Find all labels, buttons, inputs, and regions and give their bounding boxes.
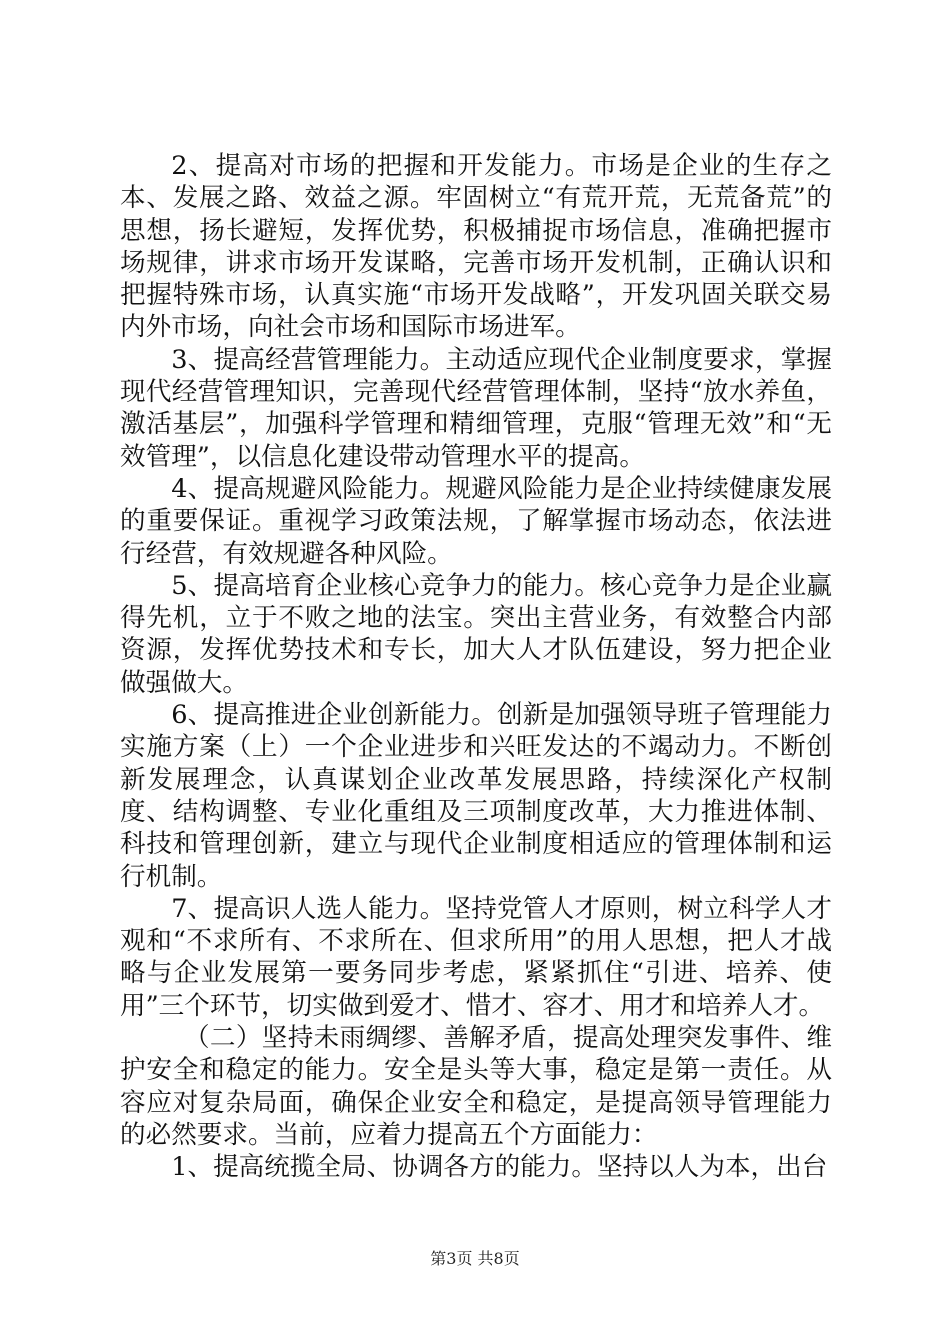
paragraph-innovation: 6、提高推进企业创新能力。创新是加强领导班子管理能力实施方案（上）一个企业进步和兴旺发达的不竭动力。不断创新发展理念，认真谋划企业改革发展思路，持续深化产权制度、结构调整、专业化重组及三项制度改革，大力推进体制、科技和管理创新，建立与现代企业制度相适应的管理体制和运行机制。 [120,700,832,892]
paragraph-market: 2、提高对市场的把握和开发能力。市场是企业的生存之本、发展之路、效益之源。牢固树立“有荒开荒，无荒备荒”的思想，扬长避短，发挥优势，积极捕捉市场信息，准确把握市场规律，讲求市场开发谋略，完善市场开发机制，正确认识和把握特殊市场，认真实施“市场开发战略”，开发巩固关联交易内外市场，向社会市场和国际市场进军。 [120,151,832,343]
page-footer: 第3页 共8页 [430,1249,520,1268]
paragraph-risk: 4、提高规避风险能力。规避风险能力是企业持续健康发展的重要保证。重视学习政策法规，了解掌握市场动态，依法进行经营，有效规避各种风险。 [120,473,832,569]
paragraph-overall-coordination: 1、提高统揽全局、协调各方的能力。坚持以人为本，出台 [171,1152,828,1183]
paragraph-talent: 7、提高识人选人能力。坚持党管人才原则，树立科学人才观和“不求所有、不求所在、但求所用”的用人思想，把人才战略与企业发展第一要务同步考虑，紧紧抓住“引进、培养、使用”三个环节，切实做到爱才、惜才、容才、用才和培养人才。 [120,893,832,1021]
paragraph-section-two: （二）坚持未雨绸缪、善解矛盾，提高处理突发事件、维护安全和稳定的能力。安全是头等大事，稳定是第一责任。从容应对复杂局面，确保企业安全和稳定，是提高领导管理能力的必然要求。当前，应着力提高五个方面能力： [120,1023,832,1150]
paragraph-management: 3、提高经营管理能力。主动适应现代企业制度要求，掌握现代经营管理知识，完善现代经营管理体制，坚持“放水养鱼，激活基层”，加强科学管理和精细管理，克服“管理无效”和“无效管理”，以信息化建设带动管理水平的提高。 [120,344,832,472]
paragraph-competitiveness: 5、提高培育企业核心竞争力的能力。核心竞争力是企业赢得先机，立于不败之地的法宝。突出主营业务，有效整合内部资源，发挥优势技术和专长，加大人才队伍建设，努力把企业做强做大。 [120,570,832,698]
body-text [120,150,832,1184]
